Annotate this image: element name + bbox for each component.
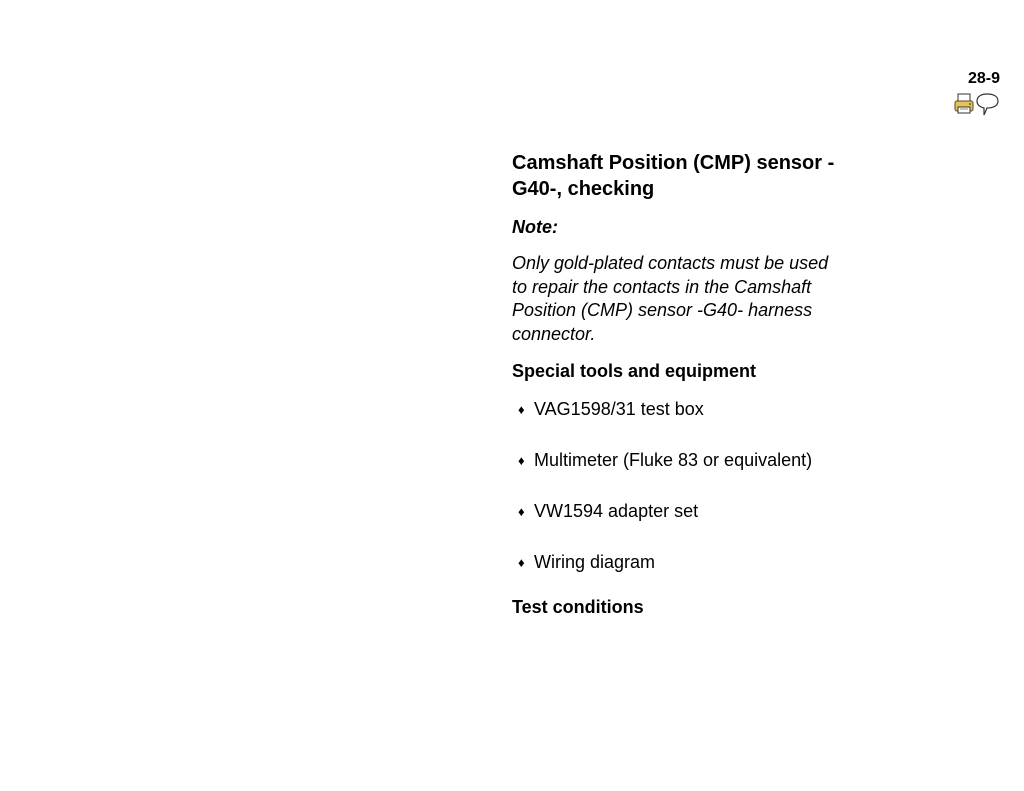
note-text: Only gold-plated contacts must be used to repair the contacts in the Camshaft Position (CMP) sensor -G40- harness connector. bbox=[512, 253, 829, 344]
page-title: Camshaft Position (CMP) sensor -G40-, checking bbox=[512, 152, 835, 200]
note-label: Note: bbox=[512, 217, 558, 237]
tool-label: VW1594 adapter set bbox=[534, 501, 699, 521]
list-item bbox=[512, 449, 834, 472]
diamond-bullet-icon: ♦ bbox=[518, 402, 525, 417]
list-item bbox=[512, 551, 834, 574]
list-item bbox=[512, 500, 834, 523]
diamond-bullet-icon: ♦ bbox=[518, 504, 525, 519]
printer-icon[interactable] bbox=[955, 94, 973, 113]
page-icons bbox=[954, 92, 1000, 118]
document-content bbox=[512, 150, 852, 618]
tool-label: VAG1598/31 test box bbox=[534, 399, 704, 419]
diamond-bullet-icon: ♦ bbox=[518, 555, 525, 570]
list-item bbox=[512, 398, 834, 421]
tool-label: Wiring diagram bbox=[534, 552, 656, 572]
page-number: 28-9 bbox=[967, 70, 1000, 87]
tools-heading: Special tools and equipment bbox=[512, 361, 757, 381]
test-conditions-heading: Test conditions bbox=[512, 597, 644, 617]
speech-bubble-icon[interactable] bbox=[977, 94, 998, 115]
tool-label: Multimeter (Fluke 83 or equivalent) bbox=[534, 450, 813, 470]
tools-list bbox=[512, 398, 852, 574]
diamond-bullet-icon: ♦ bbox=[518, 453, 525, 468]
